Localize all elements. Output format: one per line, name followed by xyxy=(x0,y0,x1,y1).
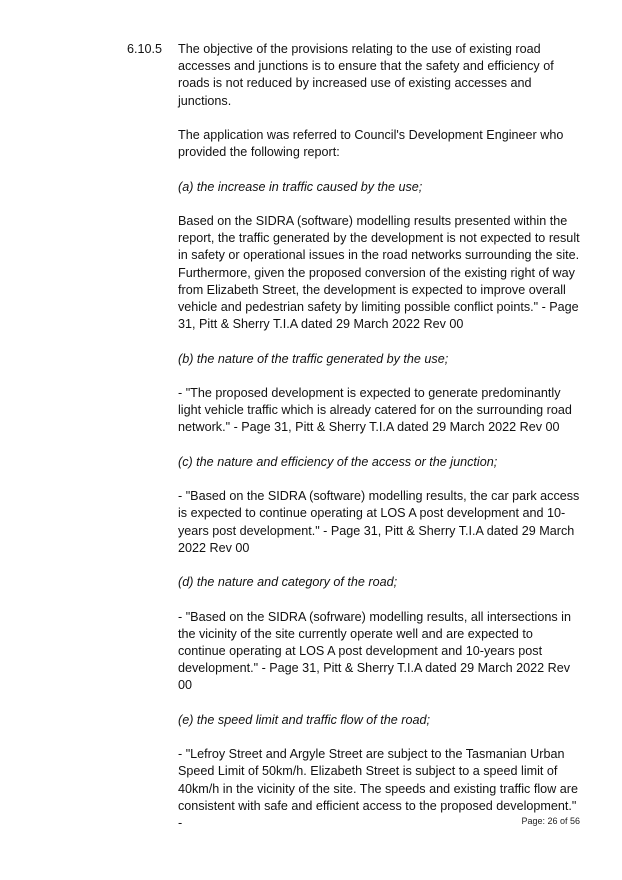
criterion-a-heading: (a) the increase in traffic caused by the use; xyxy=(178,179,423,194)
section-number: 6.10.5 xyxy=(127,42,163,56)
section-body xyxy=(178,41,580,849)
criterion-d-response: - "Based on the SIDRA (sofrware) modelling results, all intersections in the vicinity of the site currently operate well and are expected to continue operating at LOS A post development and 10-years post development." - Page 31, Pitt & Sherry T.I.A dated 29 March 2022 Rev 00 xyxy=(178,609,571,693)
criterion-b-response: - "The proposed development is expected to generate predominantly light vehicle traffic which is already catered for on the surrounding road network." - Page 31, Pitt & Sherry T.I.A dated 29 March 2022 Rev 00 xyxy=(178,385,572,435)
criterion-b-heading: (b) the nature of the traffic generated by the use; xyxy=(178,351,449,366)
criterion-c-heading: (c) the nature and efficiency of the access or the junction; xyxy=(178,454,498,469)
objective-paragraph: The objective of the provisions relating to the use of existing road accesses and junctions is to ensure that the safety and efficiency of roads is not reduced by increased use of existing accesses and junctions. xyxy=(178,42,554,108)
criterion-c-response: - "Based on the SIDRA (software) modelling results, the car park access is expected to continue operating at LOS A post development and 10-years post development." - Page 31, Pitt & Sherry T.I.A dated 29 March 2022 Rev 00 xyxy=(178,489,580,555)
criterion-e-heading: (e) the speed limit and traffic flow of the road; xyxy=(178,712,430,727)
criterion-e-response: - "Lefroy Street and Argyle Street are subject to the Tasmanian Urban Speed Limit of 50km/h. Elizabeth Street is subject to a speed limit of 40km/h in the vicinity of the site. The speeds and existing traffic flow are consistent with safe and efficient access to the proposed development." - xyxy=(178,747,578,830)
criterion-a-response: Based on the SIDRA (software) modelling results presented within the report, the traffic generated by the development is not expected to result in safety or operational issues in the road networks surrounding the site. Furthermore, given the proposed conversion of the existing right of way from Elizabeth Street, the development is expected to improve overall vehicle and pedestrian safety by limiting possible conflict points." - Page 31, Pitt & Sherry T.I.A dated 29 March 2022 Rev 00 xyxy=(178,213,580,332)
referral-paragraph: The application was referred to Council's Development Engineer who provided the following report: xyxy=(178,128,564,160)
criterion-d-heading: (d) the nature and category of the road; xyxy=(178,575,398,590)
page-number-footer: Page: 26 of 56 xyxy=(521,816,580,826)
